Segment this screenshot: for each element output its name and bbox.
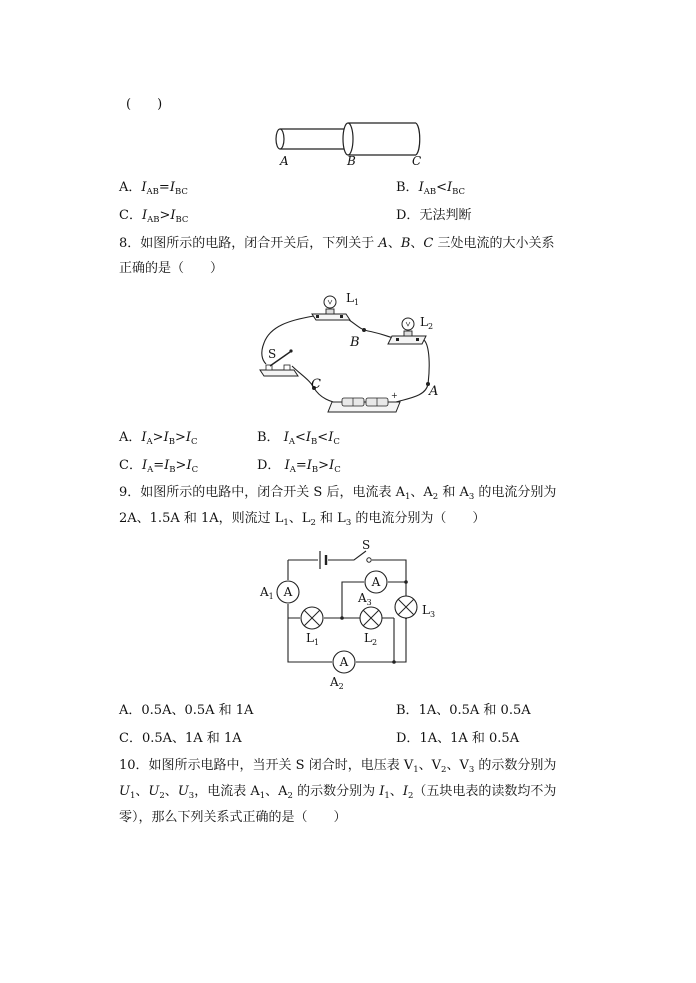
bulb-l1-icon: [312, 296, 350, 320]
label-l2: $L_2$: [364, 631, 378, 647]
battery-icon: [320, 551, 326, 569]
label-s: S: [362, 538, 371, 552]
q8-option-d[interactable]: D． $I_A=I_B>I_C$: [257, 458, 341, 475]
ammeter-a2-icon: [333, 651, 355, 673]
q8-stem-line2: 正确的是（ ）: [119, 261, 224, 276]
label-l3: $L_3$: [422, 603, 436, 619]
ammeter-a3-symbol: A: [371, 575, 381, 589]
label-point-c: C: [412, 154, 422, 168]
label-a3: $A_3$: [358, 591, 372, 607]
label-b: B: [350, 335, 360, 350]
thick-rod-end: [343, 123, 353, 155]
q9-option-b[interactable]: B．1A、0.5A 和 0.5A: [396, 703, 531, 718]
q8-option-b[interactable]: B． $I_A<I_B<I_C$: [257, 430, 340, 447]
q10-stem-line3: 零），那么下列关系式正确的是（ ）: [119, 810, 347, 825]
q7-option-b[interactable]: B．$I_{AB}<I_{BC}$: [396, 180, 466, 197]
q7-option-a[interactable]: A．$I_{AB}=I_{BC}$: [119, 180, 188, 197]
q9-stem-line2: 2A、1.5A 和 1A，则流过 $L_1$、$L_2$ 和 $L_3$ 的电流分别为（ ）: [119, 511, 486, 528]
ammeter-a3-icon: [365, 571, 387, 593]
label-l1: $L_1$: [306, 631, 320, 647]
q10-stem-line2: $U_1$、$U_2$、$U_3$，电流表 $A_1$、$A_2$ 的示数分别为 $I_1$、$I_2$（五块电表的读数均不为: [119, 784, 557, 801]
label-a: A: [429, 384, 439, 399]
q9-circuit-figure: [254, 536, 444, 696]
battery-icon: [328, 398, 400, 412]
q9-stem-line1: 9．如图所示的电路中，闭合开关 S 后，电流表 $A_1$、$A_2$ 和 $A_3$ 的电流分别为: [119, 485, 557, 502]
lamp-l2-icon: [360, 607, 382, 629]
ammeter-a1-symbol: A: [283, 585, 293, 599]
ammeter-a1-icon: [277, 581, 299, 603]
label-a2: $A_2$: [330, 675, 344, 691]
lamp-l3-icon: [395, 596, 417, 618]
q9-option-d[interactable]: D．1A、1A 和 0.5A: [396, 731, 520, 746]
switch-s-icon: [367, 558, 371, 562]
label-c: C: [311, 377, 321, 392]
junction-b: [362, 328, 366, 332]
thin-rod: [280, 129, 348, 149]
q9-option-c[interactable]: C．0.5A、1A 和 1A: [119, 731, 242, 746]
label-a1: $A_1$: [260, 585, 274, 601]
lamp-l1-icon: [301, 607, 323, 629]
q8-circuit-figure: [250, 288, 450, 420]
switch-s-icon: [260, 349, 298, 376]
thick-rod: [348, 123, 416, 155]
q8-stem-line1: 8．如图所示的电路，闭合开关后，下列关于 A、B、C 三处电流的大小关系: [119, 236, 555, 251]
q9-option-a[interactable]: A．0.5A、0.5A 和 1A: [119, 703, 254, 718]
q8-option-a[interactable]: A．$I_A>I_B>I_C$: [119, 430, 198, 447]
label-plus: +: [391, 391, 398, 400]
label-point-b: B: [347, 154, 356, 168]
label-s: S: [268, 347, 277, 361]
q7-option-c[interactable]: C．$I_{AB}>I_{BC}$: [119, 208, 189, 225]
q7-option-d[interactable]: D．无法判断: [396, 208, 472, 223]
q7-answer-paren: ( ): [126, 97, 163, 112]
label-l2: $L_2$: [420, 315, 434, 331]
q8-option-c[interactable]: C．$I_A=I_B>I_C$: [119, 458, 199, 475]
thin-rod-end: [276, 129, 284, 149]
ammeter-a2-symbol: A: [339, 655, 349, 669]
label-l1: $L_1$: [346, 291, 360, 307]
q10-stem-line1: 10．如图所示电路中，当开关 S 闭合时，电压表 $V_1$、$V_2$、$V_3$ 的示数分别为: [119, 758, 557, 775]
label-point-a: A: [280, 154, 289, 168]
q7-conductor-figure: [268, 118, 428, 170]
